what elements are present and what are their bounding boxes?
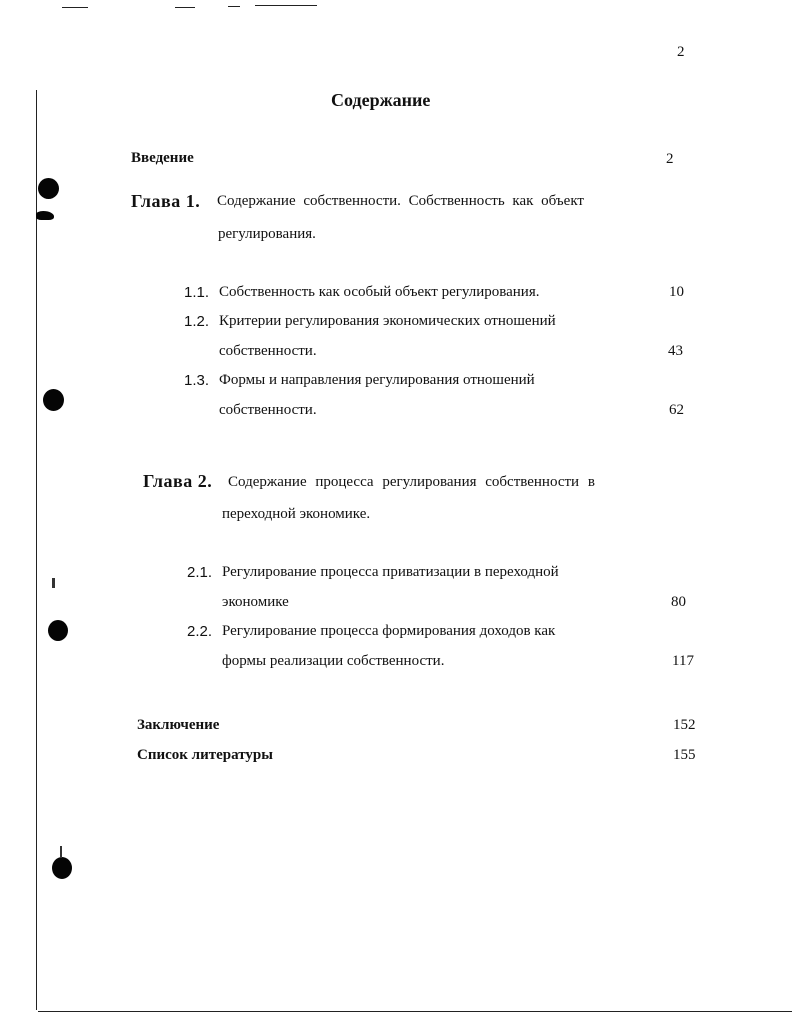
toc-conclusion-label: Заключение [137,717,220,733]
section-1-3-page: 62 [669,402,684,418]
scan-bottom-edge [38,1011,792,1012]
binder-hole [48,620,68,641]
section-2-2-title-line2: формы реализации собственности. [222,653,445,669]
binder-hole [38,178,59,199]
section-1-2-page: 43 [668,343,683,359]
chapter-2-label: Глава 2. [143,471,213,491]
toc-intro-page: 2 [666,151,674,167]
section-1-1-number: 1.1. [184,284,210,301]
section-2-2-title-line1: Регулирование процесса формирования доходов как [222,623,556,639]
scan-top-rule [255,5,317,6]
section-2-1-title-line2: экономике [222,594,289,610]
page-title: Содержание [331,90,431,110]
section-1-2-title-line2: собственности. [219,343,317,359]
scan-top-rule [175,7,195,8]
section-1-2-number: 1.2. [184,313,210,330]
chapter-1-title-line1: Содержание собственности. Собственность как объект [217,193,584,209]
scan-speck [60,846,62,858]
scan-top-rule [228,6,240,7]
section-1-1-page: 10 [669,284,684,300]
section-2-2-page: 117 [672,653,694,669]
chapter-2-title-line2: переходной экономике. [222,506,371,522]
chapter-1-label: Глава 1. [131,191,201,211]
section-1-3-title-line2: собственности. [219,402,317,418]
section-1-2-title-line1: Критерии регулирования экономических отношений [219,313,556,329]
chapter-2-title-line1: Содержание процесса регулирования собственности в [228,474,595,490]
scan-left-edge [36,90,37,1010]
toc-conclusion-page: 152 [673,717,696,733]
page-number: 2 [677,44,685,60]
scan-speck [52,578,55,588]
section-2-2-number: 2.2. [187,623,213,640]
toc-bibliography-page: 155 [673,747,696,763]
section-2-1-number: 2.1. [187,564,213,581]
toc-intro-label: Введение [131,150,194,166]
binder-hole [52,857,72,879]
scan-top-rule [62,7,88,8]
binder-hole [43,389,64,411]
section-2-1-page: 80 [671,594,686,610]
section-1-3-number: 1.3. [184,372,210,389]
section-2-1-title-line1: Регулирование процесса приватизации в переходной [222,564,559,580]
section-1-3-title-line1: Формы и направления регулирования отношений [219,372,535,388]
binder-hole [36,211,54,220]
chapter-1-title-line2: регулирования. [218,226,316,242]
toc-bibliography-label: Список литературы [137,747,273,763]
section-1-1-title: Собственность как особый объект регулирования. [219,284,540,300]
